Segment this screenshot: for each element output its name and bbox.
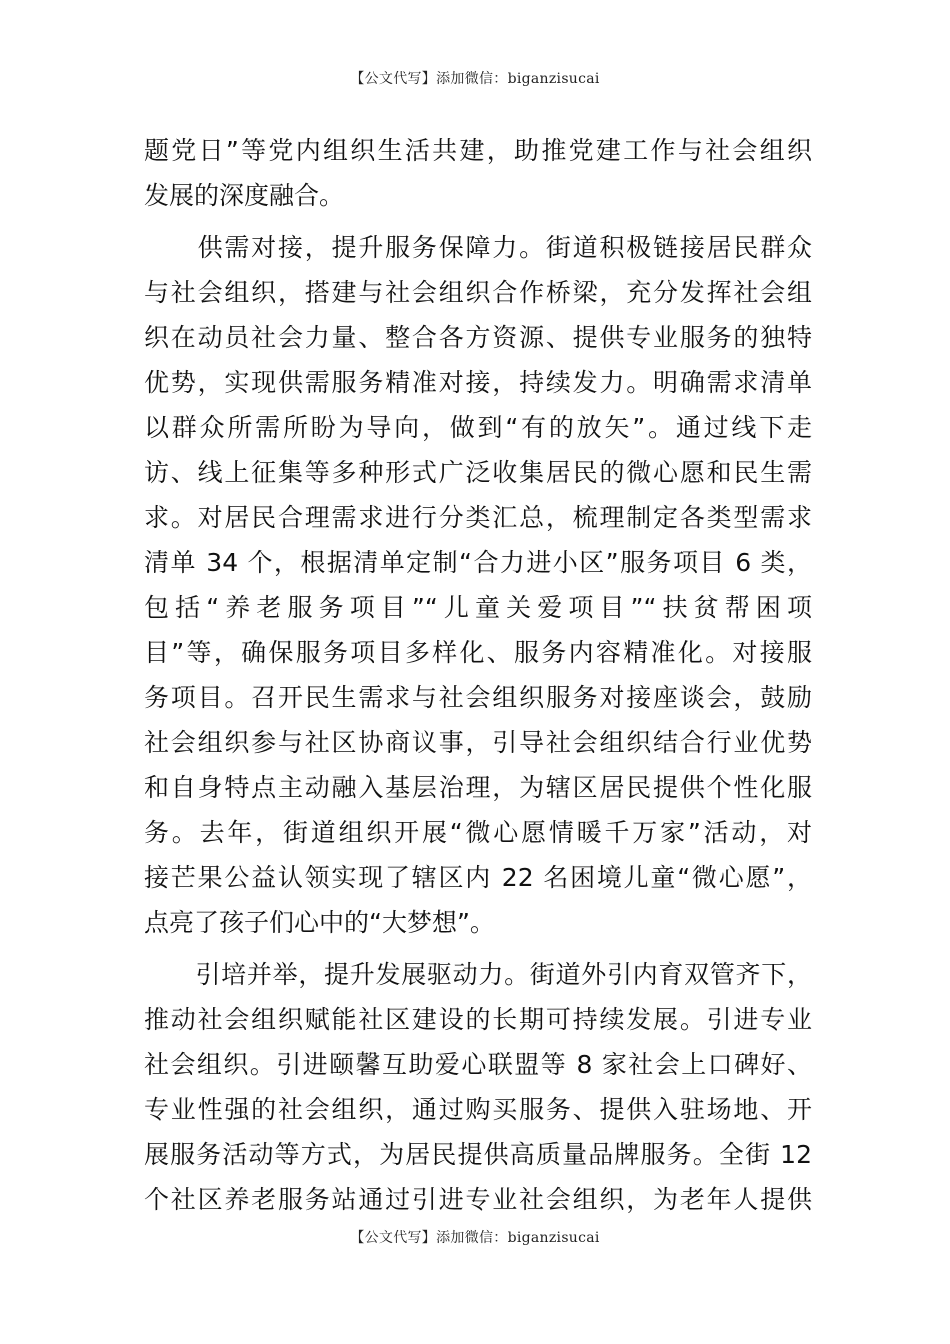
- text-line: 织在动员社会力量、整合各方资源、提供专业服务的独特: [144, 323, 812, 352]
- text-line: 点亮了孩子们心中的“大梦想”。: [144, 908, 495, 937]
- document-body: [144, 128, 812, 1222]
- text-line: 务。去年，街道组织开展“微心愿情暖千万家”活动，对: [144, 818, 812, 847]
- paragraph-1: [144, 128, 812, 218]
- paragraph-2: [144, 225, 812, 945]
- page-header: 【公文代写】添加微信：biganzisucai: [350, 71, 600, 87]
- text-line: 优势，实现供需服务精准对接，持续发力。明确需求清单: [144, 368, 812, 397]
- text-line: 以群众所需所盼为导向，做到“有的放矢”。通过线下走: [144, 413, 812, 442]
- text-line: 求。对居民合理需求进行分类汇总，梳理制定各类型需求: [144, 503, 812, 532]
- text-line: 引培并举，提升发展驱动力。街道外引内育双管齐下，: [144, 960, 812, 989]
- text-line: 和自身特点主动融入基层治理，为辖区居民提供个性化服: [144, 773, 812, 802]
- text-line: 题党日”等党内组织生活共建，助推党建工作与社会组织: [144, 136, 812, 165]
- text-line: 访、线上征集等多种形式广泛收集居民的微心愿和民生需: [144, 458, 812, 487]
- text-line: 与社会组织，搭建与社会组织合作桥梁，充分发挥社会组: [144, 278, 812, 307]
- page-footer: 【公文代写】添加微信：biganzisucai: [350, 1230, 600, 1246]
- text-line: 目”等，确保服务项目多样化、服务内容精准化。对接服: [144, 638, 812, 667]
- paragraph-3: [144, 952, 812, 1222]
- text-line: 务项目。召开民生需求与社会组织服务对接座谈会，鼓励: [144, 683, 812, 712]
- text-line: 推动社会组织赋能社区建设的长期可持续发展。引进专业: [144, 1005, 812, 1034]
- text-line: 展服务活动等方式，为居民提供高质量品牌服务。全街 12: [144, 1140, 812, 1169]
- text-line: 供需对接，提升服务保障力。街道积极链接居民群众: [144, 233, 812, 262]
- text-line: 社会组织。引进颐馨互助爱心联盟等 8 家社会上口碑好、: [144, 1050, 812, 1079]
- text-line: 包括“养老服务项目”“儿童关爱项目”“扶贫帮困项: [144, 593, 812, 622]
- text-line: 专业性强的社会组织，通过购买服务、提供入驻场地、开: [144, 1095, 812, 1124]
- text-line: 发展的深度融合。: [144, 181, 345, 210]
- text-line: 社会组织参与社区协商议事，引导社会组织结合行业优势: [144, 728, 812, 757]
- text-line: 接芒果公益认领实现了辖区内 22 名困境儿童“微心愿”，: [144, 863, 812, 892]
- text-line: 清单 34 个，根据清单定制“合力进小区”服务项目 6 类，: [144, 548, 812, 577]
- text-line: 个社区养老服务站通过引进专业社会组织，为老年人提供: [144, 1185, 812, 1214]
